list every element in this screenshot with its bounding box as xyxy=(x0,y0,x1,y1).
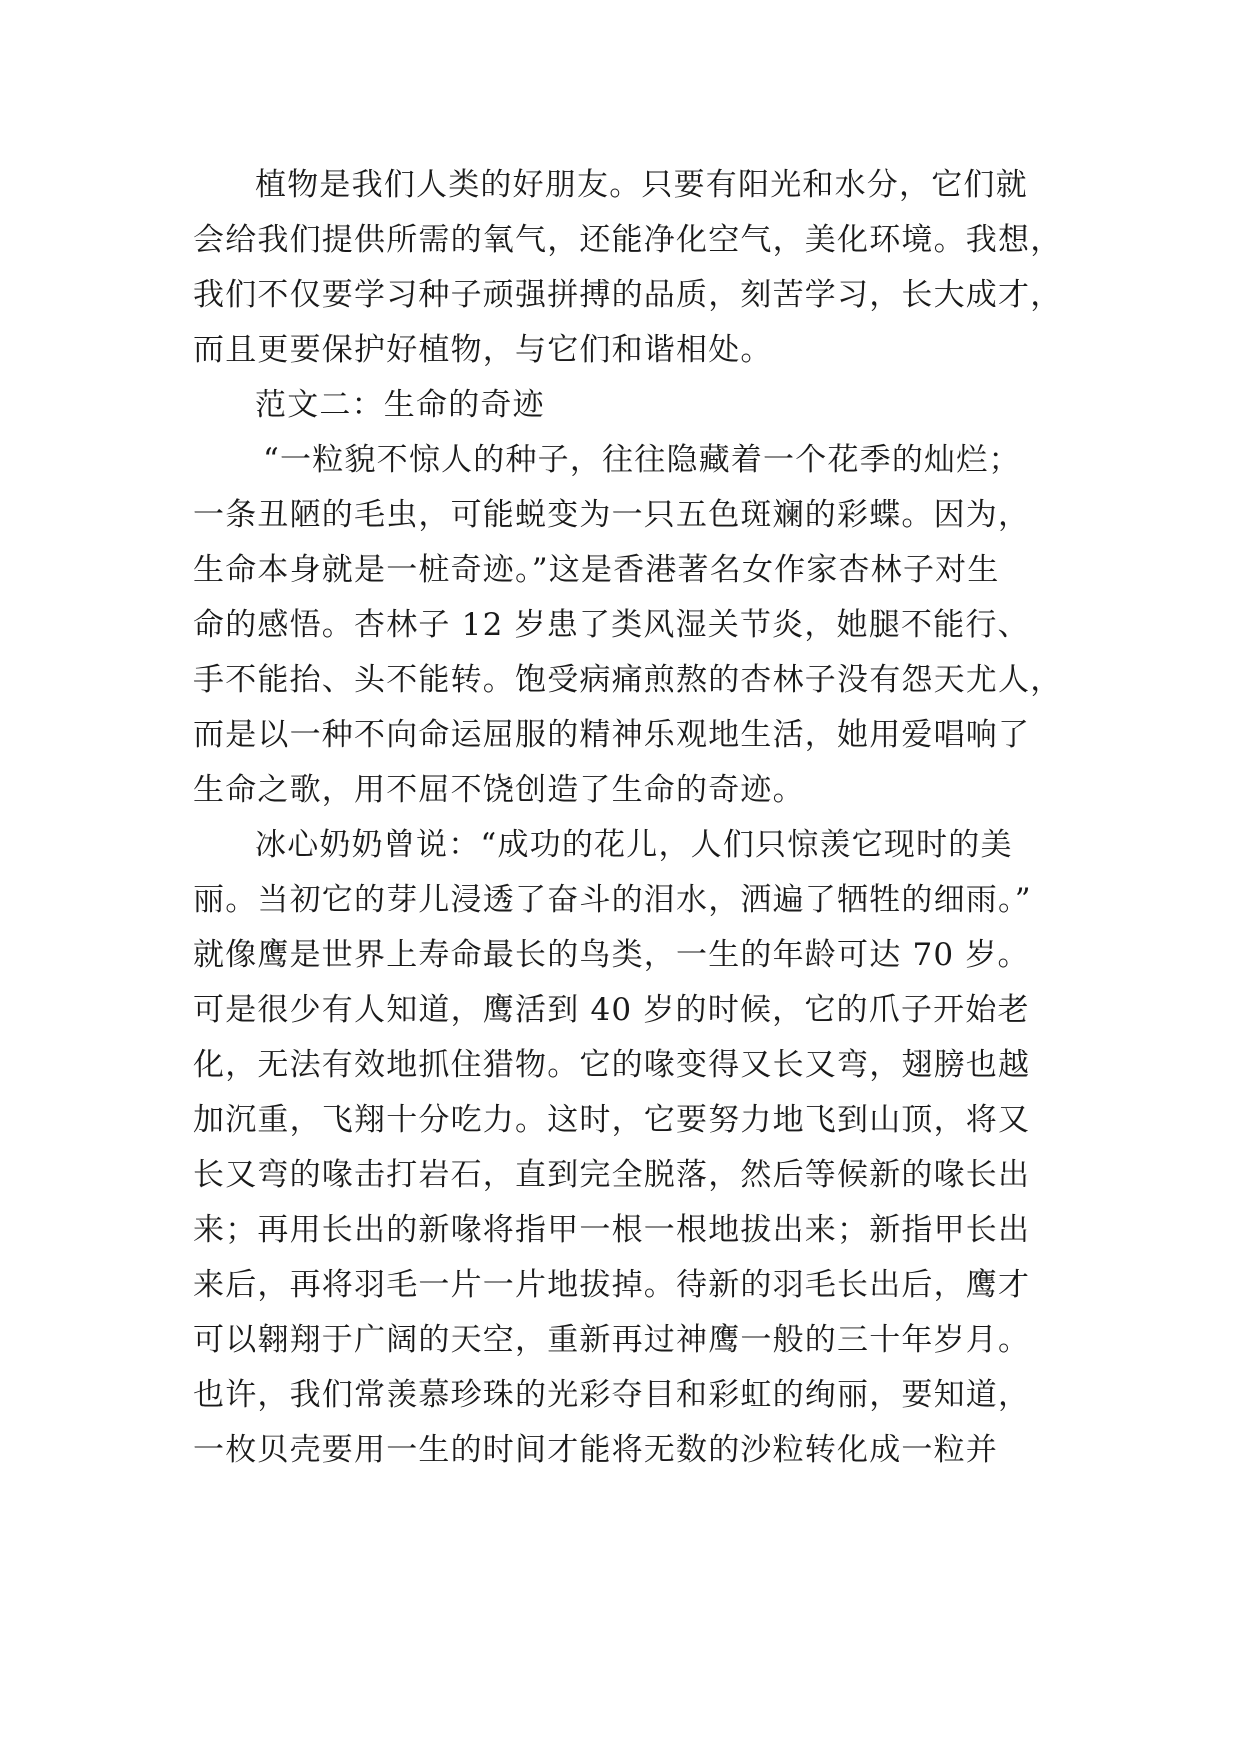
text-line: 也许，我们常羡慕珍珠的光彩夺目和彩虹的绚丽，要知道， xyxy=(193,1377,1031,1413)
text-line: 就像鹰是世界上寿命最长的鸟类，一生的年龄可达 70 岁。 xyxy=(193,937,1030,973)
essay-body xyxy=(193,158,1073,1478)
text-line: 我们不仅要学习种子顽强拼搏的品质，刻苦学习，长大成才， xyxy=(193,277,1063,313)
section-heading: 范文二：生命的奇迹 xyxy=(255,387,545,423)
text-line: 长又弯的喙击打岩石，直到完全脱落，然后等候新的喙长出 xyxy=(193,1157,1031,1193)
text-line: 生命之歌，用不屈不饶创造了生命的奇迹。 xyxy=(193,772,805,808)
text-line: 手不能抬、头不能转。饱受病痛煎熬的杏林子没有怨天尤人， xyxy=(193,662,1063,698)
text-line: 丽。当初它的芽儿浸透了奋斗的泪水，洒遍了牺牲的细雨。” xyxy=(193,882,1032,918)
text-line: 来后，再将羽毛一片一片地拔掉。待新的羽毛长出后，鹰才 xyxy=(193,1267,1031,1303)
text-line: 化，无法有效地抓住猎物。它的喙变得又长又弯，翅膀也越 xyxy=(193,1047,1031,1083)
text-line: 而是以一种不向命运屈服的精神乐观地生活，她用爱唱响了 xyxy=(193,717,1031,753)
text-line: 生命本身就是一桩奇迹。”这是香港著名女作家杏林子对生 xyxy=(193,552,1000,588)
text-line: “一粒貌不惊人的种子，往往隐藏着一个花季的灿烂； xyxy=(263,442,1021,478)
text-line: 命的感悟。杏林子 12 岁患了类风湿关节炎，她腿不能行、 xyxy=(193,607,1030,643)
text-line: 可以翱翔于广阔的天空，重新再过神鹰一般的三十年岁月。 xyxy=(193,1322,1031,1358)
text-line: 一条丑陋的毛虫，可能蜕变为一只五色斑斓的彩蝶。因为， xyxy=(193,497,1031,533)
text-line: 植物是我们人类的好朋友。只要有阳光和水分，它们就 xyxy=(255,167,1028,203)
text-line: 会给我们提供所需的氧气，还能净化空气，美化环境。我想， xyxy=(193,222,1063,258)
text-line: 冰心奶奶曾说：“成功的花儿，人们只惊羡它现时的美 xyxy=(255,827,1013,863)
text-line: 来；再用长出的新喙将指甲一根一根地拔出来；新指甲长出 xyxy=(193,1212,1031,1248)
text-line: 可是很少有人知道，鹰活到 40 岁的时候，它的爪子开始老 xyxy=(193,992,1030,1028)
text-line: 加沉重，飞翔十分吃力。这时，它要努力地飞到山顶，将又 xyxy=(193,1102,1031,1138)
text-line: 一枚贝壳要用一生的时间才能将无数的沙粒转化成一粒并 xyxy=(193,1432,998,1468)
text-line: 而且更要保护好植物，与它们和谐相处。 xyxy=(193,332,773,368)
